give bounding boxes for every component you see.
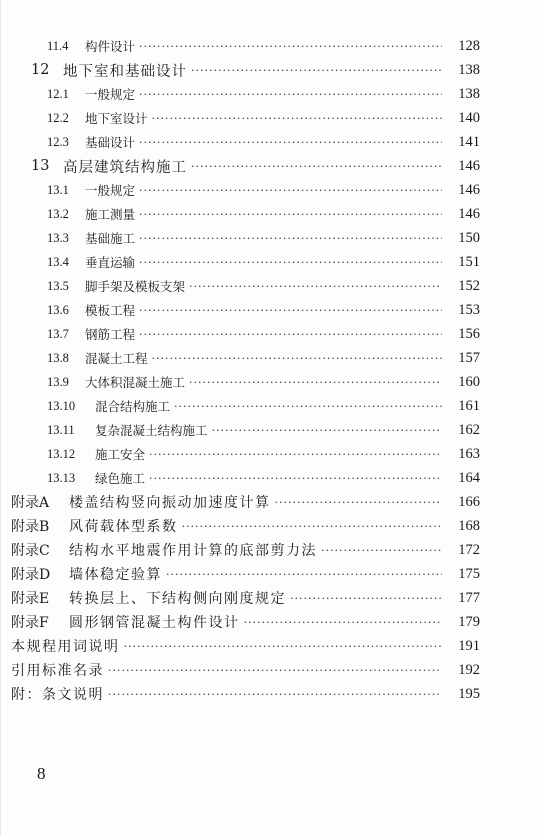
toc-entry-title: 钢筋工程 <box>85 327 136 342</box>
toc-entry-number: 13 <box>31 158 50 174</box>
toc-entry-number: 12.3 <box>47 134 69 149</box>
dot-leader <box>139 40 442 53</box>
toc-entry-number: 13.4 <box>47 254 69 269</box>
toc-entry-page: 162 <box>458 421 480 438</box>
toc-entry-title: 地下室和基础设计 <box>63 63 187 80</box>
toc-entry-title: 高层建筑结构施工 <box>63 159 187 176</box>
dot-leader <box>191 64 442 77</box>
toc-entry-title: 基础施工 <box>85 231 136 246</box>
toc-entry[interactable] <box>47 252 480 272</box>
toc-entry-page: 128 <box>458 37 480 54</box>
toc-entry[interactable] <box>11 612 480 632</box>
toc-entry-page: 157 <box>458 349 480 366</box>
toc-entry-page: 138 <box>458 61 480 78</box>
toc-entry[interactable] <box>31 60 480 80</box>
dot-leader <box>152 112 442 125</box>
toc-entry-title: 一般规定 <box>85 87 136 102</box>
toc-entry-page: 175 <box>458 565 480 582</box>
dot-leader <box>182 520 443 533</box>
toc-entry-title: 混凝土工程 <box>85 351 148 366</box>
dot-leader <box>212 424 442 437</box>
toc-entry[interactable] <box>47 84 480 104</box>
dot-leader <box>321 544 442 557</box>
dot-leader <box>139 208 442 221</box>
toc-entry-number: 附录C <box>11 543 50 559</box>
dot-leader <box>290 592 442 605</box>
toc-entry-page: 160 <box>458 373 480 390</box>
toc-entry-title: 一般规定 <box>85 183 136 198</box>
toc-entry-page: 177 <box>458 589 480 606</box>
dot-leader <box>149 472 442 485</box>
toc-entry-title: 风荷载体型系数 <box>69 519 178 535</box>
toc-entry-page: 138 <box>458 85 480 102</box>
toc-entry-title: 脚手架及模板支架 <box>85 279 186 294</box>
toc-entry-page: 161 <box>458 397 480 414</box>
toc-entry[interactable] <box>11 564 480 584</box>
toc-entry-page: 150 <box>458 229 480 246</box>
toc-entry-number: 13.2 <box>47 206 69 221</box>
toc-entry[interactable] <box>47 372 480 392</box>
toc-entry-number: 13.10 <box>47 398 76 413</box>
toc-entry-page: 164 <box>458 469 480 486</box>
toc-entry-page: 195 <box>458 685 480 702</box>
toc-entry-title: 施工测量 <box>85 207 136 222</box>
toc-entry-number: 附录E <box>11 591 50 607</box>
dot-leader <box>139 256 442 269</box>
toc-entry-number: 附录B <box>11 519 50 535</box>
toc-entry-page: 146 <box>458 181 480 198</box>
dot-leader <box>166 568 442 581</box>
toc-entry-title: 地下室设计 <box>85 111 148 126</box>
dot-leader <box>108 664 442 677</box>
dot-leader <box>152 352 442 365</box>
toc-entry[interactable] <box>31 156 480 176</box>
toc-entry[interactable] <box>11 636 480 656</box>
toc-entry-page: 140 <box>458 109 480 126</box>
toc-entry-title: 混合结构施工 <box>95 399 171 414</box>
toc-entry-title: 引用标准名录 <box>11 663 104 679</box>
toc-entry[interactable] <box>11 660 480 680</box>
toc-entry-number: 13.6 <box>47 302 69 317</box>
toc-entry-number: 12.1 <box>47 86 69 101</box>
toc-entry-page: 179 <box>458 613 480 630</box>
toc-entry[interactable] <box>47 180 480 200</box>
toc-entry[interactable] <box>47 36 480 56</box>
toc-entry-page: 156 <box>458 325 480 342</box>
dot-leader <box>174 400 442 413</box>
toc-entry-number: 13.13 <box>47 470 76 485</box>
dot-leader <box>108 688 442 701</box>
toc-entry-number: 附录A <box>11 495 50 511</box>
toc-entry-number: 13.7 <box>47 326 69 341</box>
toc-entry-title: 大体积混凝土施工 <box>85 375 186 390</box>
toc-entry-title: 构件设计 <box>85 39 136 54</box>
toc-entry-page: 146 <box>458 157 480 174</box>
dot-leader <box>244 616 443 629</box>
dot-leader <box>149 448 442 461</box>
toc-entry-number: 13.11 <box>47 422 75 437</box>
toc-entry[interactable] <box>11 684 480 704</box>
toc-entry-page: 153 <box>458 301 480 318</box>
toc-entry-title: 模板工程 <box>85 303 136 318</box>
toc-entry-page: 151 <box>458 253 480 270</box>
dot-leader <box>139 232 442 245</box>
dot-leader <box>191 160 442 173</box>
toc-entry-title: 基础设计 <box>85 135 136 150</box>
dot-leader <box>139 304 442 317</box>
toc-entry[interactable] <box>47 300 480 320</box>
toc-entry-number: 13.3 <box>47 230 69 245</box>
toc-entry-page: 168 <box>458 517 480 534</box>
toc-entry-title: 绿色施工 <box>95 471 146 486</box>
toc-entry[interactable] <box>47 132 480 152</box>
toc-entry-number: 13.12 <box>47 446 76 461</box>
toc-entry-title: 转换层上、下结构侧向刚度规定 <box>69 591 286 607</box>
toc-entry[interactable] <box>47 396 480 416</box>
toc-entry-title: 结构水平地震作用计算的底部剪力法 <box>69 543 317 559</box>
toc-entry[interactable] <box>47 468 480 488</box>
toc-entry[interactable] <box>47 324 480 344</box>
dot-leader <box>189 376 442 389</box>
toc-entry-title: 垂直运输 <box>85 255 136 270</box>
toc-entry[interactable] <box>11 588 480 608</box>
dot-leader <box>139 184 442 197</box>
toc-entry[interactable] <box>11 516 480 536</box>
toc-entry-number: 附录F <box>11 615 49 631</box>
dot-leader <box>275 496 443 509</box>
toc-entry-number: 13.1 <box>47 182 69 197</box>
toc-entry-page: 163 <box>458 445 480 462</box>
dot-leader <box>189 280 442 293</box>
toc-entry-page: 166 <box>458 493 480 510</box>
dot-leader <box>139 136 442 149</box>
toc-entry-page: 146 <box>458 205 480 222</box>
toc-entry[interactable] <box>47 228 480 248</box>
toc-entry[interactable] <box>47 348 480 368</box>
toc-entry-title: 附：条文说明 <box>11 687 104 703</box>
toc-entry-number: 12 <box>31 62 50 78</box>
toc-entry[interactable] <box>47 204 480 224</box>
toc-entry[interactable] <box>47 276 480 296</box>
toc-entry-number: 13.8 <box>47 350 69 365</box>
toc-entry-page: 152 <box>458 277 480 294</box>
toc-entry[interactable] <box>11 492 480 512</box>
toc-entry-page: 141 <box>458 133 480 150</box>
toc-entry-page: 191 <box>458 637 480 654</box>
toc-entry-number: 13.9 <box>47 374 69 389</box>
toc-entry-title: 复杂混凝土结构施工 <box>95 423 208 438</box>
dot-leader <box>139 88 442 101</box>
toc-entry-number: 附录D <box>11 567 51 583</box>
toc-entry-title: 施工安全 <box>95 447 146 462</box>
toc-entry-number: 11.4 <box>47 38 69 53</box>
toc-entry[interactable] <box>47 444 480 464</box>
toc-entry[interactable] <box>47 108 480 128</box>
toc-entry-number: 12.2 <box>47 110 69 125</box>
toc-entry-title: 楼盖结构竖向振动加速度计算 <box>69 495 271 511</box>
toc-entry-number: 13.5 <box>47 278 69 293</box>
toc-entry-page: 192 <box>458 661 480 678</box>
toc-entry-title: 本规程用词说明 <box>11 639 120 655</box>
toc-entry-title: 圆形钢管混凝土构件设计 <box>69 615 240 631</box>
toc-entry[interactable] <box>11 540 480 560</box>
toc-entry[interactable] <box>47 420 480 440</box>
dot-leader <box>124 640 443 653</box>
dot-leader <box>139 328 442 341</box>
page-number: 8 <box>37 764 46 783</box>
toc-entry-page: 172 <box>458 541 480 558</box>
toc-entry-title: 墙体稳定验算 <box>69 567 162 583</box>
